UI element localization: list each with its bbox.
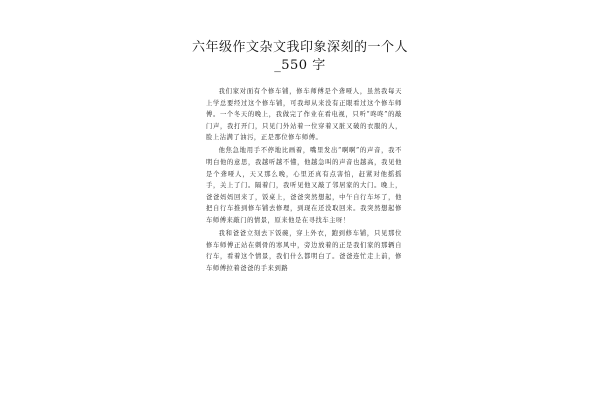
paragraph-3: 我和爸爸立刻去下饭碗，穿上外衣，跑到修车铺，只见那位修车师傅正站在刺骨的寒风中，旁边放着的正是我们家的那辆自行车，看着这个情景，我们什么都明白了。爸爸连忙走上前，修车师傅拉着爸爸的手来到路 [206,229,402,272]
document-title: 六年级作文杂文我印象深刻的一个人 [191,40,408,55]
paragraph-1: 我们家对面有个修车铺，修车师傅是个聋哑人，虽然我每天上学总要经过这个修车铺，可我却从来没有正眼看过这个修车师傅。一个冬天的晚上，我做完了作业在看电视，只听“咚咚”的敲门声，我打开门，只见门外站着一位穿着又脏又破的衣服的人，脸上沾满了油污，正是那位修车师傅。 [206,88,402,142]
paragraph-2: 他焦急地用手不停地比画着，嘴里发出“啊啊”的声音，我不明白他的意思，我越听越不懂，他越急叫的声音也越高，我见他是个聋哑人，天又那么晚，心里还真有点害怕，赶紧对他摇摇手，关上了门。隔着门，我听见他又敲了邻居家的大门。晚上，爸爸妈妈回来了，饭桌上，爸爸突然想起，中午自行车坏了，他把自行车推到修车铺去修理，到现在还没取回来。我突然想起修车师傅来敲门的情景，原来他是在寻找车主呀！ [206,147,402,224]
document-body [206,86,402,276]
document-subtitle: _550 字 [274,58,326,73]
